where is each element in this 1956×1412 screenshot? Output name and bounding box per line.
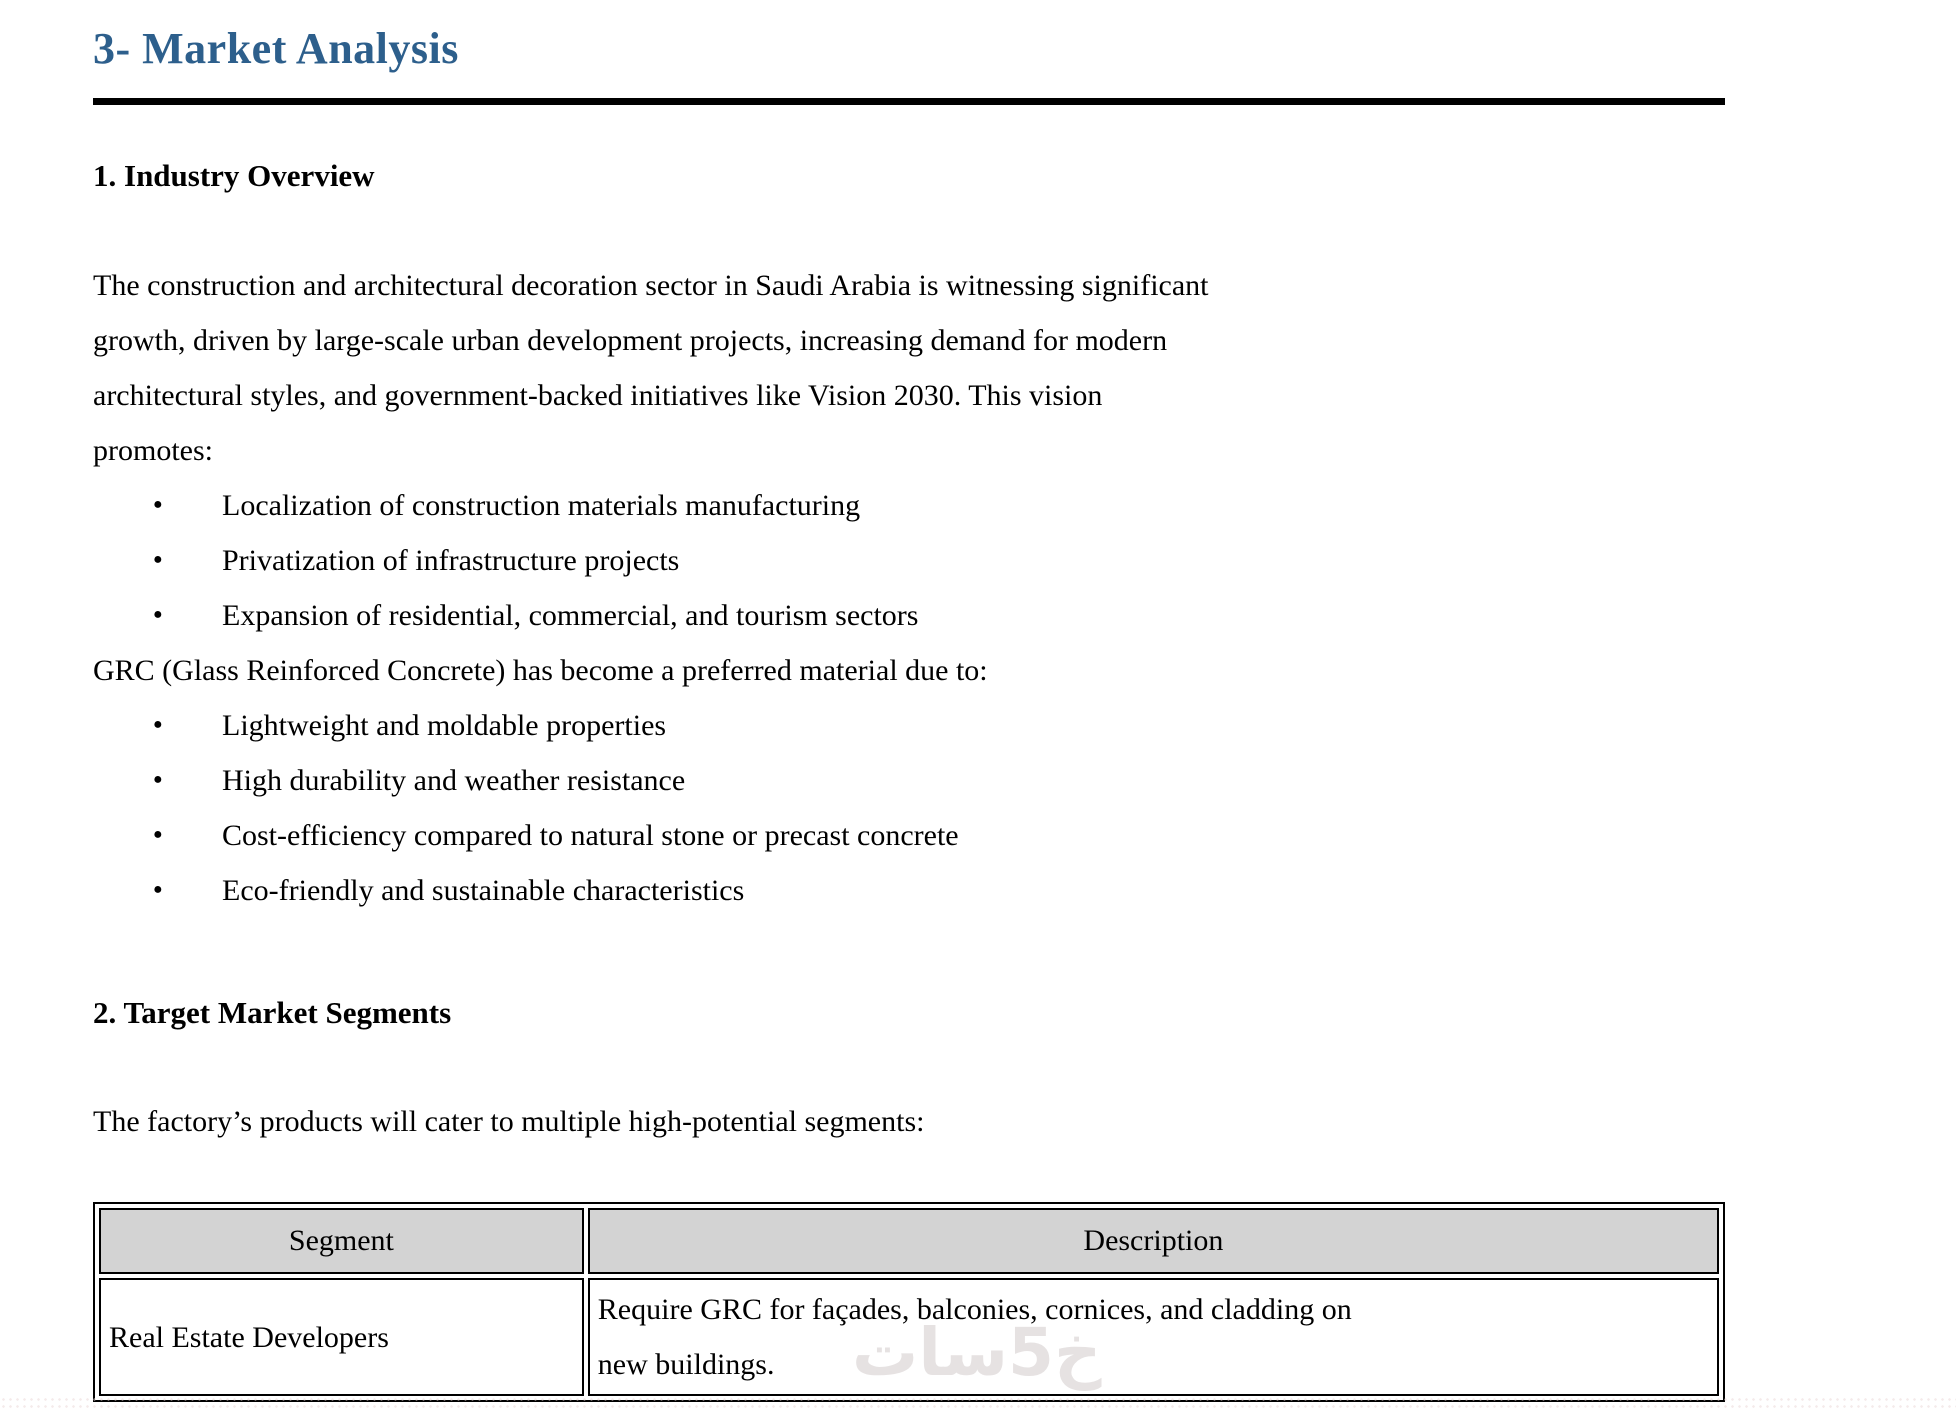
list-item-label: Localization of construction materials manufacturing (222, 489, 861, 522)
vision-bullet-list (93, 478, 1725, 643)
list-item-label: High durability and weather resistance (222, 764, 686, 797)
list-item-label: Eco-friendly and sustainable characteristics (222, 874, 745, 907)
table-row (99, 1278, 1719, 1396)
list-item (93, 698, 1725, 753)
paragraph-line: growth, driven by large-scale urban development projects, increasing demand for modern (93, 324, 1168, 357)
industry-paragraph (93, 258, 1725, 478)
bullet-icon: ● (153, 826, 163, 843)
khamsat-watermark: خ5سات (852, 1314, 1102, 1391)
title-underline-rule (93, 98, 1725, 105)
paragraph-line: architectural styles, and government-backed initiatives like Vision 2030. This vision (93, 379, 1103, 412)
section-heading-target-market-segments: 2. Target Market Segments (93, 995, 452, 1030)
paragraph-line: promotes: (93, 434, 213, 467)
list-item (93, 863, 1725, 918)
list-item (93, 808, 1725, 863)
segments-table (93, 1202, 1725, 1402)
cell-description (588, 1278, 1719, 1396)
bullet-icon: ● (153, 496, 163, 513)
list-item (93, 753, 1725, 808)
document-content (93, 24, 1725, 1402)
list-item-label: Privatization of infrastructure projects (222, 544, 680, 577)
list-item (93, 588, 1725, 643)
table-header-row (99, 1208, 1719, 1274)
segments-intro-paragraph (93, 1094, 1725, 1149)
bullet-icon: ● (153, 881, 163, 898)
description-line: Require GRC for façades, balconies, cornices, and cladding on (597, 1293, 1352, 1326)
bottom-watermark-dots (0, 1396, 1956, 1410)
paragraph-line: The factory’s products will cater to multiple high-potential segments: (93, 1105, 925, 1138)
cell-segment: Real Estate Developers (99, 1278, 584, 1396)
paragraph-line: The construction and architectural decoration sector in Saudi Arabia is witnessing significant (93, 269, 1209, 302)
list-item-label: Cost-efficiency compared to natural stone or precast concrete (222, 819, 959, 852)
list-item-label: Lightweight and moldable properties (222, 709, 667, 742)
grc-bullet-list (93, 698, 1725, 918)
list-item (93, 478, 1725, 533)
segments-table-grid (95, 1204, 1723, 1400)
section-heading-industry-overview: 1. Industry Overview (93, 158, 375, 193)
grc-intro-line: GRC (Glass Reinforced Concrete) has become a preferred material due to: (93, 654, 988, 687)
page-title: 3- Market Analysis (93, 24, 459, 73)
description-line: new buildings. (597, 1348, 775, 1381)
bullet-icon: ● (153, 551, 163, 568)
column-header-segment: Segment (99, 1208, 584, 1274)
list-item (93, 533, 1725, 588)
bullet-icon: ● (153, 771, 163, 788)
bullet-icon: ● (153, 606, 163, 623)
column-header-description: Description (588, 1208, 1719, 1274)
list-item-label: Expansion of residential, commercial, and tourism sectors (222, 599, 919, 632)
bullet-icon: ● (153, 716, 163, 733)
